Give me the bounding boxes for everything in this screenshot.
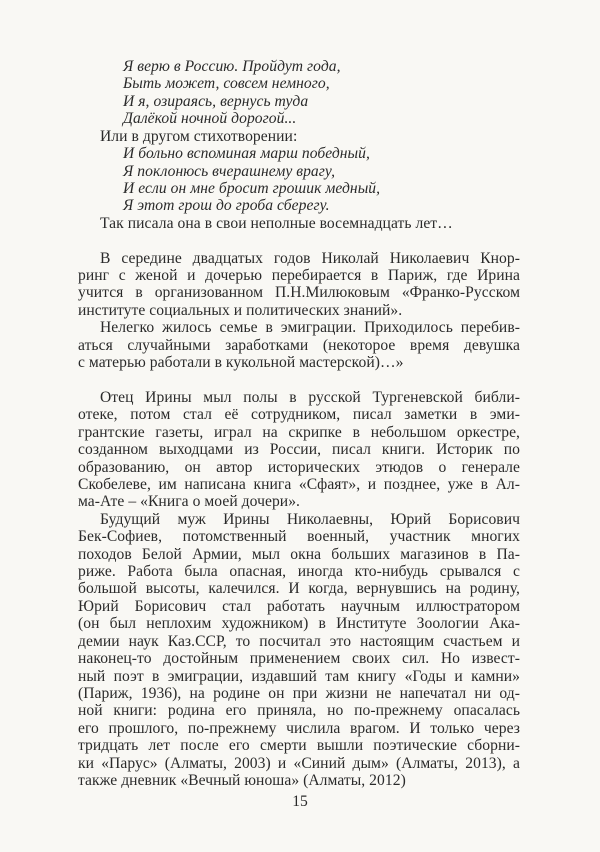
para4-line-5: большой высоты, калечился. И когда, вернувшись на родину, [78, 580, 520, 598]
para4-line-4: риже. Работа была опасная, иногда кто-нибудь срывался с [78, 563, 520, 580]
para4-line-9: наконец-то достойным применением своих сил. Но извест- [78, 650, 520, 668]
poem2-line-1: И больно вспоминая марш победный, [123, 145, 370, 163]
page-number: 15 [292, 793, 308, 810]
para3-line-4: созданном выходцами из России, писал книги. Историк по [78, 441, 520, 459]
para4-line-6: Юрий Борисович стал работать научным иллюстратором [78, 597, 520, 615]
poem2-intro: Или в другом стихотворении: [100, 127, 298, 145]
para4-line-1: Будущий муж Ирины Николаевны, Юрий Борисович [100, 510, 520, 528]
para3-line-1: Отец Ирины мыл полы в русской Тургеневской библи- [100, 388, 520, 406]
para3-line-2: отеке, потом стал её сотрудником, писал заметки в эми- [78, 406, 520, 424]
para4-line-10: ный поэт в эмиграции, издавший там книгу «Годы и камни» [78, 667, 520, 685]
para2-line-1: Нелегко жилось семье в эмиграции. Приходилось перебив- [100, 319, 520, 337]
para4-line-2: Бек-Софиев, потомственный военный, участник многих [78, 528, 520, 546]
closing-line: Так писала она в свои неполные восемнадцать лет… [100, 214, 453, 232]
poem1-line-3: И я, озираясь, вернусь туда [123, 92, 309, 110]
para2-line-2: аться случайными заработками (некоторое время девушка [78, 336, 520, 354]
poem2-line-2: Я поклонюсь вчерашнему врагу, [123, 162, 336, 180]
para4-line-16: также дневник «Вечный юноша» (Алматы, 2012) [78, 772, 406, 789]
para1-line-3: учится в организованном П.Н.Милюковым «Франко-Русском [78, 284, 520, 302]
para4-line-12: ной книги: родина его приняла, но по-прежнему опасалась [78, 702, 520, 720]
para4-line-14: тридцать лет после его смерти вышли поэтические сборни- [78, 737, 520, 755]
para4-line-15: ки «Парус» (Алматы, 2003) и «Синий дым» (Алматы, 2013), а [78, 754, 520, 772]
para4-line-7: (он был неплохим художником) в Институте Зоологии Ака- [78, 615, 520, 633]
para1-line-1: В середине двадцатых годов Николай Николаевич Кнор- [100, 249, 520, 267]
para3-line-6: Скобелеве, им написана книга «Сфаят», и позднее, уже в Ал- [78, 476, 520, 493]
poem1-line-1: Я верю в Россию. Пройдут года, [123, 58, 341, 75]
para4-line-11: (Париж, 1936), на родине он при жизни не напечатал ни од- [78, 684, 520, 702]
para1-line-2: ринг с женой и дочерью перебирается в Париж, где Ирина [78, 267, 520, 284]
para3-line-5: образованию, он автор исторических этюдов о генерале [78, 458, 520, 476]
para3-line-7: ма-Ате – «Книга о моей дочери». [78, 493, 300, 511]
para4-line-13: его прошлого, по-прежнему числила врагом. И только через [78, 719, 520, 737]
para1-line-4: институте социальных и политических знаний». [78, 301, 403, 319]
poem2-line-4: Я этот грош до гроба сберегу. [123, 197, 330, 215]
para3-line-3: грантские газеты, играл на скрипке в небольшом оркестре, [78, 423, 520, 441]
poem1-line-4: Далёкой ночной дорогой... [123, 110, 297, 128]
para4-line-8: демии наук Каз.ССР, то посчитал это настоящим счастьем и [78, 632, 520, 650]
poem2-line-3: И если он мне бросит грошик медный, [123, 179, 381, 197]
para4-line-3: походов Белой Армии, мыл окна больших магазинов в Па- [78, 545, 520, 563]
poem1-line-2: Быть может, совсем немного, [123, 75, 330, 93]
para2-line-3: с матерью работали в кукольной мастерской)…» [78, 354, 404, 371]
